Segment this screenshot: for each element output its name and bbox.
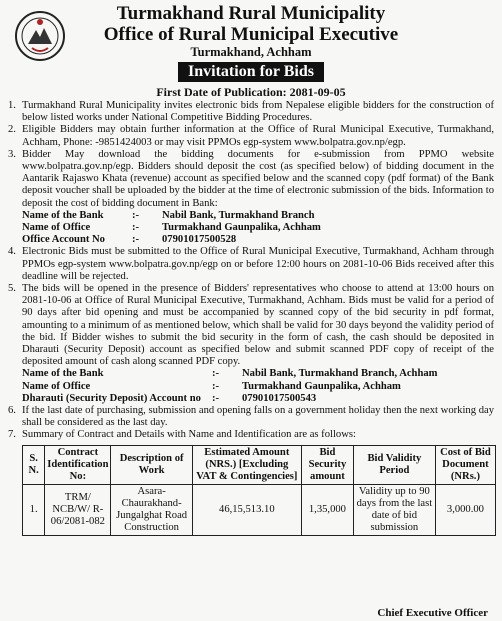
bank-details-fee: Name of the Bank :- Nabil Bank, Turmakhand Branch Name of Office :- Turmakhand Gaunpalika, Achham Office Account No :- 07901017500528 xyxy=(22,209,321,246)
list-item: 6. If the last date of purchasing, submission and opening falls on a government holiday then the next working day shall be considered as the last day. xyxy=(8,405,494,429)
column-header: Contract Identification No: xyxy=(45,445,111,484)
list-item: 2. Eligible Bidders may obtain further information at the Office of Rural Municipal Executive, Turmakhand, Achham, Phone: -9851424003 or may visit PPMOs egp-system www.bolpatra.gov.np/egp. xyxy=(8,124,494,148)
column-header: Bid Validity Period xyxy=(353,445,435,484)
table-header-row xyxy=(23,445,496,484)
list-item: 3. Bidder May download the bidding documents for e-submission from PPMO website www.bolpatra.gov.np/egp. Bidders should deposit the cost (as specified below) of bidding document in the Aantarik Rajaswo Khata (revenue) account as specified below and the scanned copy (pdf format) of the Bank deposit voucher shall be uploaded by the bidder at the time of electronic submission of the bids. Information to deposit the cost of bidding document in Bank: xyxy=(8,148,494,209)
list-item: 5. The bids will be opened in the presence of Bidders' representatives who choose to attend at 13:00 hours on 2081-10-06 at Office of Rural Municipal Executive, Turmakhand, Achham. Bids must be valid for a period of 90 days after bid opening and must be accompanied by scanned copy of the bid security in pdf format, amounting to a minimum of as mentioned below, which shall be valid for 30 days beyond the validity period of the bid. If Bidder wishes to submit the bid security in the form of cash, the cash should be deposited in Dharauti (Security Deposit) account as specified below and submit scanned PDF copy of receipt of the deposited amount of cash along scanned PDF copy. xyxy=(8,283,494,368)
column-header: Description of Work xyxy=(111,445,192,484)
notice-body xyxy=(8,100,494,442)
list-item: 1. Turmakhand Rural Municipality invites electronic bids from Nepalese eligible bidders for the construction of below listed works under National Competitive Bidding Procedures. xyxy=(8,100,494,124)
municipality-title: Turmakhand Rural Municipality xyxy=(116,3,386,24)
notice-banner: Invitation for Bids xyxy=(178,62,324,82)
publication-date: First Date of Publication: 2081-09-05 xyxy=(156,85,346,99)
signature: Chief Executive Officer xyxy=(377,607,488,619)
list-item: 7. Summary of Contract and Details with Name and Identification are as follows: xyxy=(8,429,356,441)
location-title: Turmakhand, Achham xyxy=(190,45,312,59)
column-header: Estimated Amount (NRS.) [Excluding VAT & Contingencies] xyxy=(192,445,301,484)
notice-header xyxy=(8,0,494,100)
list-item: 4. Electronic Bids must be submitted to the Office of Rural Municipal Executive, Turmakhand, Achham through PPMOs egp-system www.bolpatra.gov.np/egp on or before 12:00 hours on 2081-10-06 Bids received after this deadline will be rejected. xyxy=(8,246,494,282)
column-header: Bid Security amount xyxy=(301,445,353,484)
office-title: Office of Rural Municipal Executive xyxy=(103,24,399,45)
nepal-emblem-icon xyxy=(14,10,66,62)
column-header: S. N. xyxy=(23,445,45,484)
column-header: Cost of Bid Document (NRs.) xyxy=(435,445,495,484)
contract-table xyxy=(22,445,496,536)
table-row: 1. TRM/ NCB/W/ R-06/2081-082 Asara-Chaurakhand-Jungalghat Road Construction 46,15,513.10 1,35,000 Validity up to 90 days from the last date of bid submission 3,000.00 xyxy=(23,484,496,535)
bank-details-deposit: Name of the Bank :- Nabil Bank, Turmakhand Branch, Achham Name of Office :- Turmakhand Gaunpalika, Achham Dharauti (Security Deposit) Account no :- 07901017500543 xyxy=(22,368,438,404)
